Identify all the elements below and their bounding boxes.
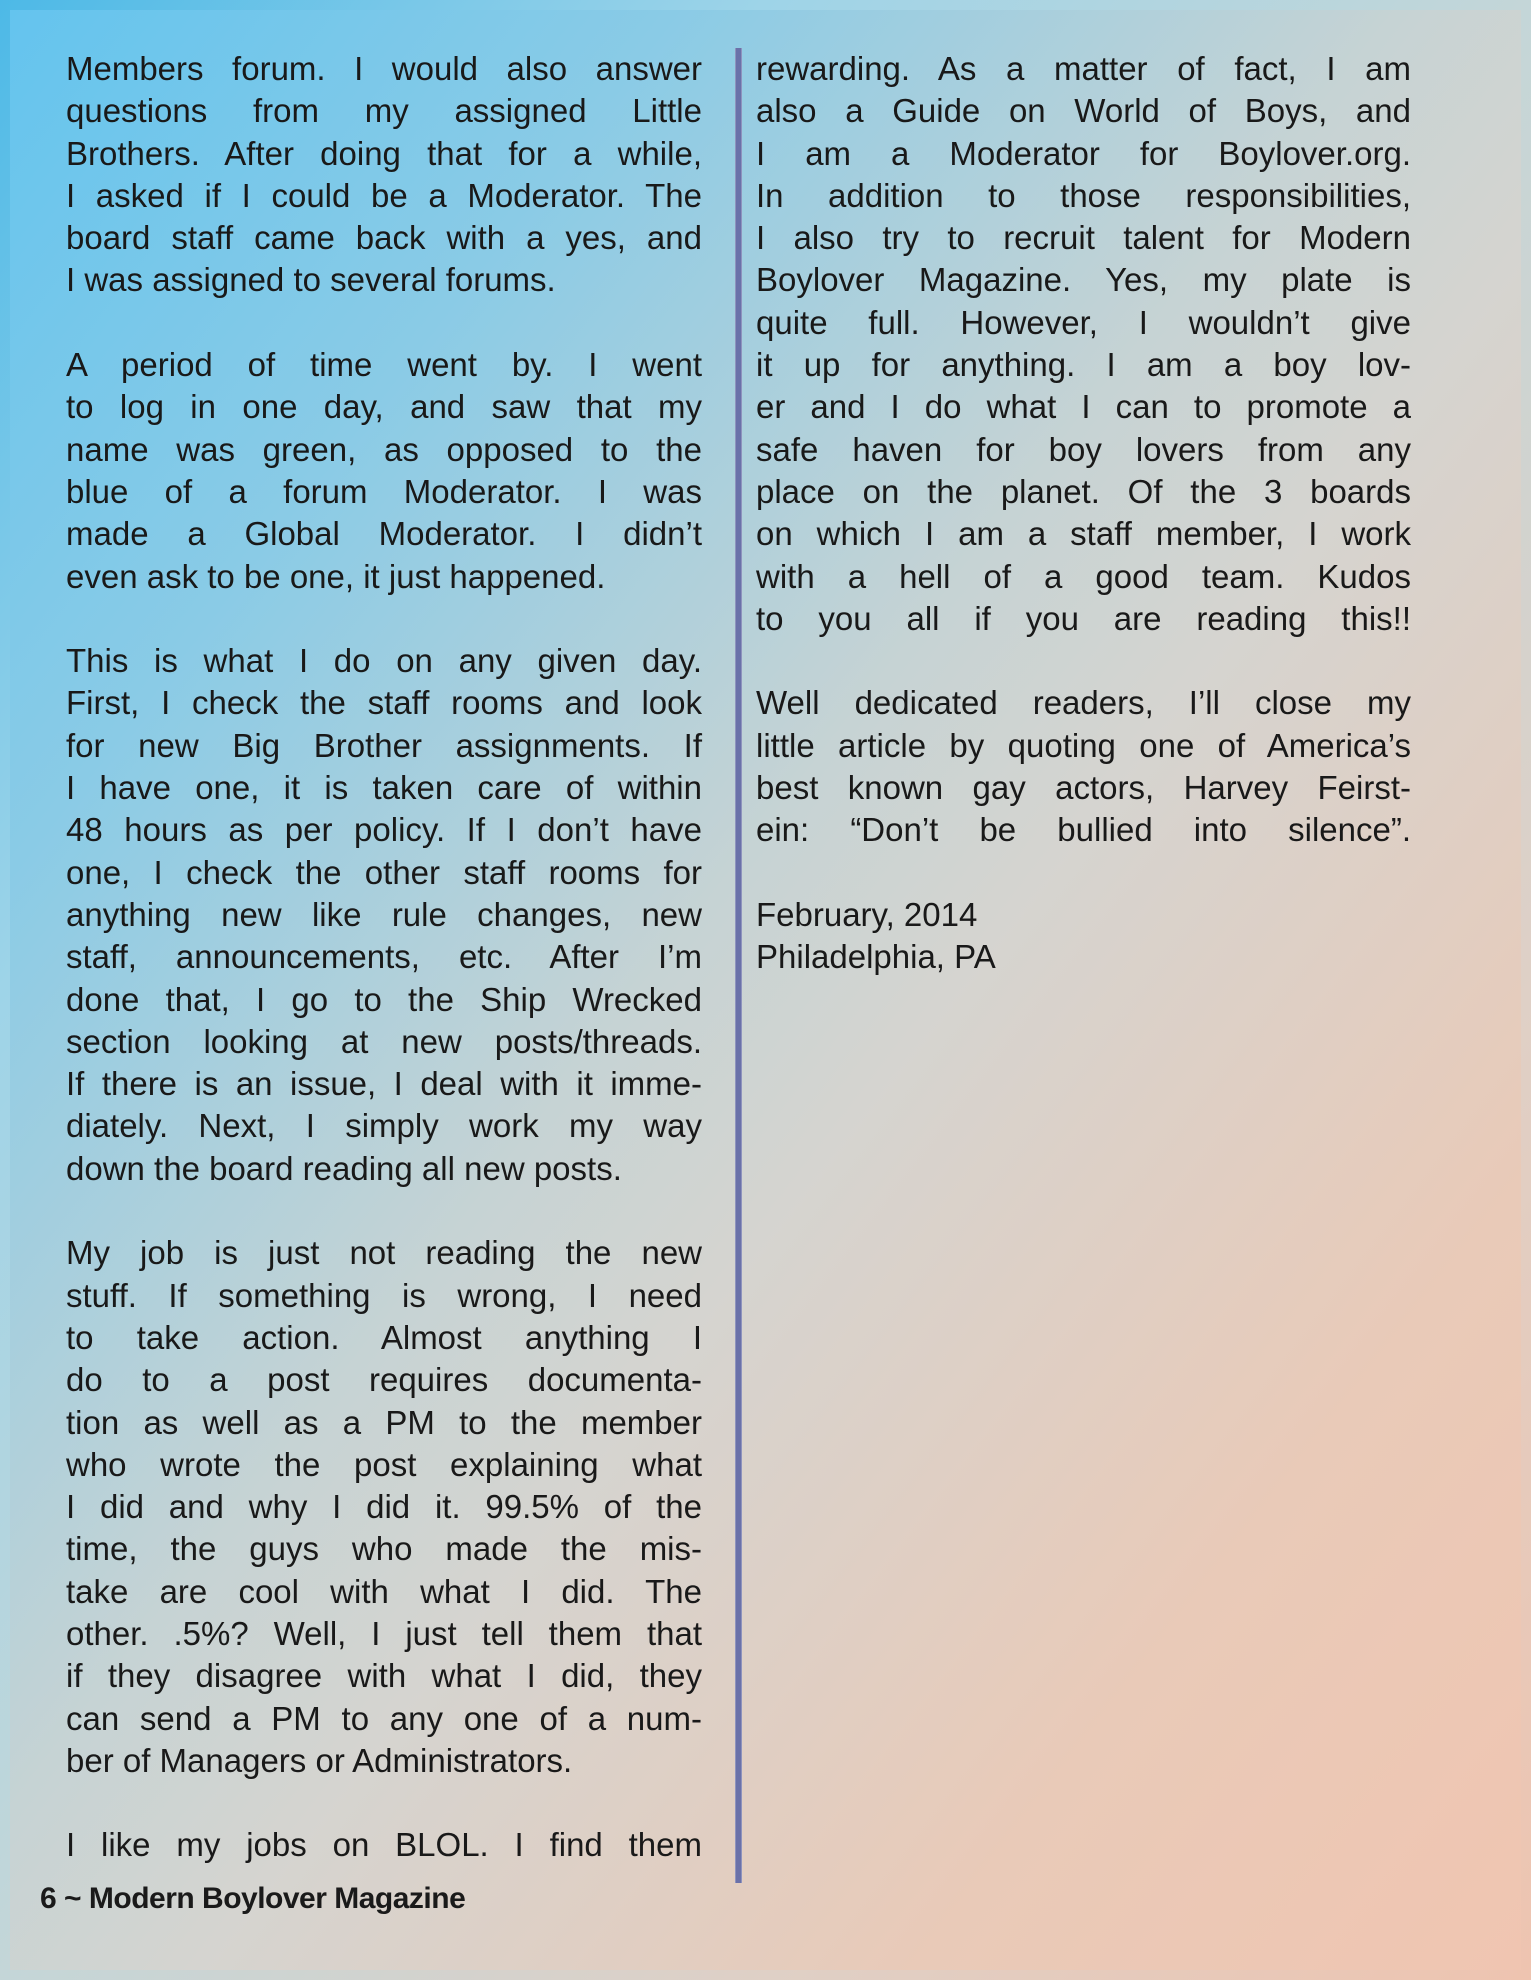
text-line: blue of a forum Moderator. I was <box>66 472 702 510</box>
text-line: anything new like rule changes, new <box>66 895 702 933</box>
footer-text: 6 ~ Modern Boylover Magazine <box>40 1882 466 1915</box>
text-line: also a Guide on World of Boys, and <box>756 92 1411 130</box>
text-line: one, I check the other staff rooms for <box>66 853 702 891</box>
text-line: Members forum. I would also answer <box>66 50 702 87</box>
text-line: In addition to those responsibilities, <box>756 176 1411 214</box>
text-line: ein: “Don’t be bullied into silence”. <box>756 811 1411 849</box>
text-line: I did and why I did it. 99.5% of the <box>66 1488 702 1526</box>
text-line: place on the planet. Of the 3 boards <box>756 472 1411 510</box>
text-line: even ask to be one, it just happened. <box>66 557 606 595</box>
text-line: best known gay actors, Harvey Feirst- <box>756 769 1411 807</box>
text-line: section looking at new posts/threads. <box>66 1022 702 1060</box>
text-line: questions from my assigned Little <box>66 92 702 130</box>
text-line: 48 hours as per policy. If I don’t have <box>66 811 702 849</box>
text-line: I asked if I could be a Moderator. The <box>66 176 702 214</box>
text-line: First, I check the staff rooms and look <box>66 684 702 722</box>
paragraph <box>66 48 702 302</box>
text-line: name was green, as opposed to the <box>66 430 702 468</box>
text-line: on which I am a staff member, I work <box>756 515 1411 553</box>
text-line: it up for anything. I am a boy lov- <box>756 346 1411 384</box>
paragraph <box>66 344 702 598</box>
text-line: Boylover Magazine. Yes, my plate is <box>756 261 1411 299</box>
text-line: other. .5%? Well, I just tell them that <box>66 1614 702 1652</box>
text-line: tion as well as a PM to the member <box>66 1403 702 1441</box>
page-footer <box>40 1882 465 1916</box>
text-line: stuff. If something is wrong, I need <box>66 1276 702 1314</box>
text-line: I was assigned to several forums. <box>66 261 556 299</box>
text-line: Well dedicated readers, I’ll close my <box>756 684 1411 722</box>
text-line: A period of time went by. I went <box>66 346 702 384</box>
text-line: down the board reading all new posts. <box>66 1149 622 1187</box>
text-line: to log in one day, and saw that my <box>66 388 702 426</box>
text-line: Brothers. After doing that for a while, <box>66 134 702 172</box>
paragraph <box>66 1232 702 1782</box>
paragraph <box>756 894 1411 979</box>
text-line: diately. Next, I simply work my way <box>66 1107 702 1145</box>
text-line: with a hell of a good team. Kudos <box>756 557 1411 595</box>
text-line: I like my jobs on BLOL. I find them <box>66 1826 702 1864</box>
paragraph <box>756 48 1411 640</box>
text-line: made a Global Moderator. I didn’t <box>66 515 702 553</box>
text-line: quite full. However, I wouldn’t give <box>756 303 1411 341</box>
article-column-left <box>66 48 702 1867</box>
paragraph <box>66 1824 702 1866</box>
article-column-right <box>756 48 1411 979</box>
text-line: take are cool with what I did. The <box>66 1572 702 1610</box>
paragraph <box>66 640 702 1190</box>
text-line: staff, announcements, etc. After I’m <box>66 938 702 976</box>
text-line: If there is an issue, I deal with it imme- <box>66 1065 702 1103</box>
text-line: to take action. Almost anything I <box>66 1318 702 1356</box>
text-line: if they disagree with what I did, they <box>66 1657 702 1695</box>
text-line: done that, I go to the Ship Wrecked <box>66 980 702 1018</box>
text-line: safe haven for boy lovers from any <box>756 430 1411 468</box>
text-line: do to a post requires documenta- <box>66 1361 702 1399</box>
text-line: time, the guys who made the mis- <box>66 1530 702 1568</box>
text-line: rewarding. As a matter of fact, I am <box>756 50 1411 87</box>
text-line: little article by quoting one of America’s <box>756 726 1411 764</box>
text-line: My job is just not reading the new <box>66 1234 702 1272</box>
text-line: I also try to recruit talent for Modern <box>756 219 1411 257</box>
column-divider <box>735 48 742 1883</box>
text-line: board staff came back with a yes, and <box>66 219 702 257</box>
text-line: er and I do what I can to promote a <box>756 388 1411 426</box>
text-line: February, 2014 <box>756 895 978 933</box>
text-line: for new Big Brother assignments. If <box>66 726 702 764</box>
text-line: I have one, it is taken care of within <box>66 769 702 807</box>
text-line: Philadelphia, PA <box>756 938 996 976</box>
paragraph <box>756 682 1411 851</box>
text-line: who wrote the post explaining what <box>66 1445 702 1483</box>
text-line: ber of Managers or Administrators. <box>66 1741 573 1779</box>
text-line: to you all if you are reading this!! <box>756 599 1411 637</box>
text-line: I am a Moderator for Boylover.org. <box>756 134 1411 172</box>
text-line: This is what I do on any given day. <box>66 642 702 680</box>
text-line: can send a PM to any one of a num- <box>66 1699 702 1737</box>
